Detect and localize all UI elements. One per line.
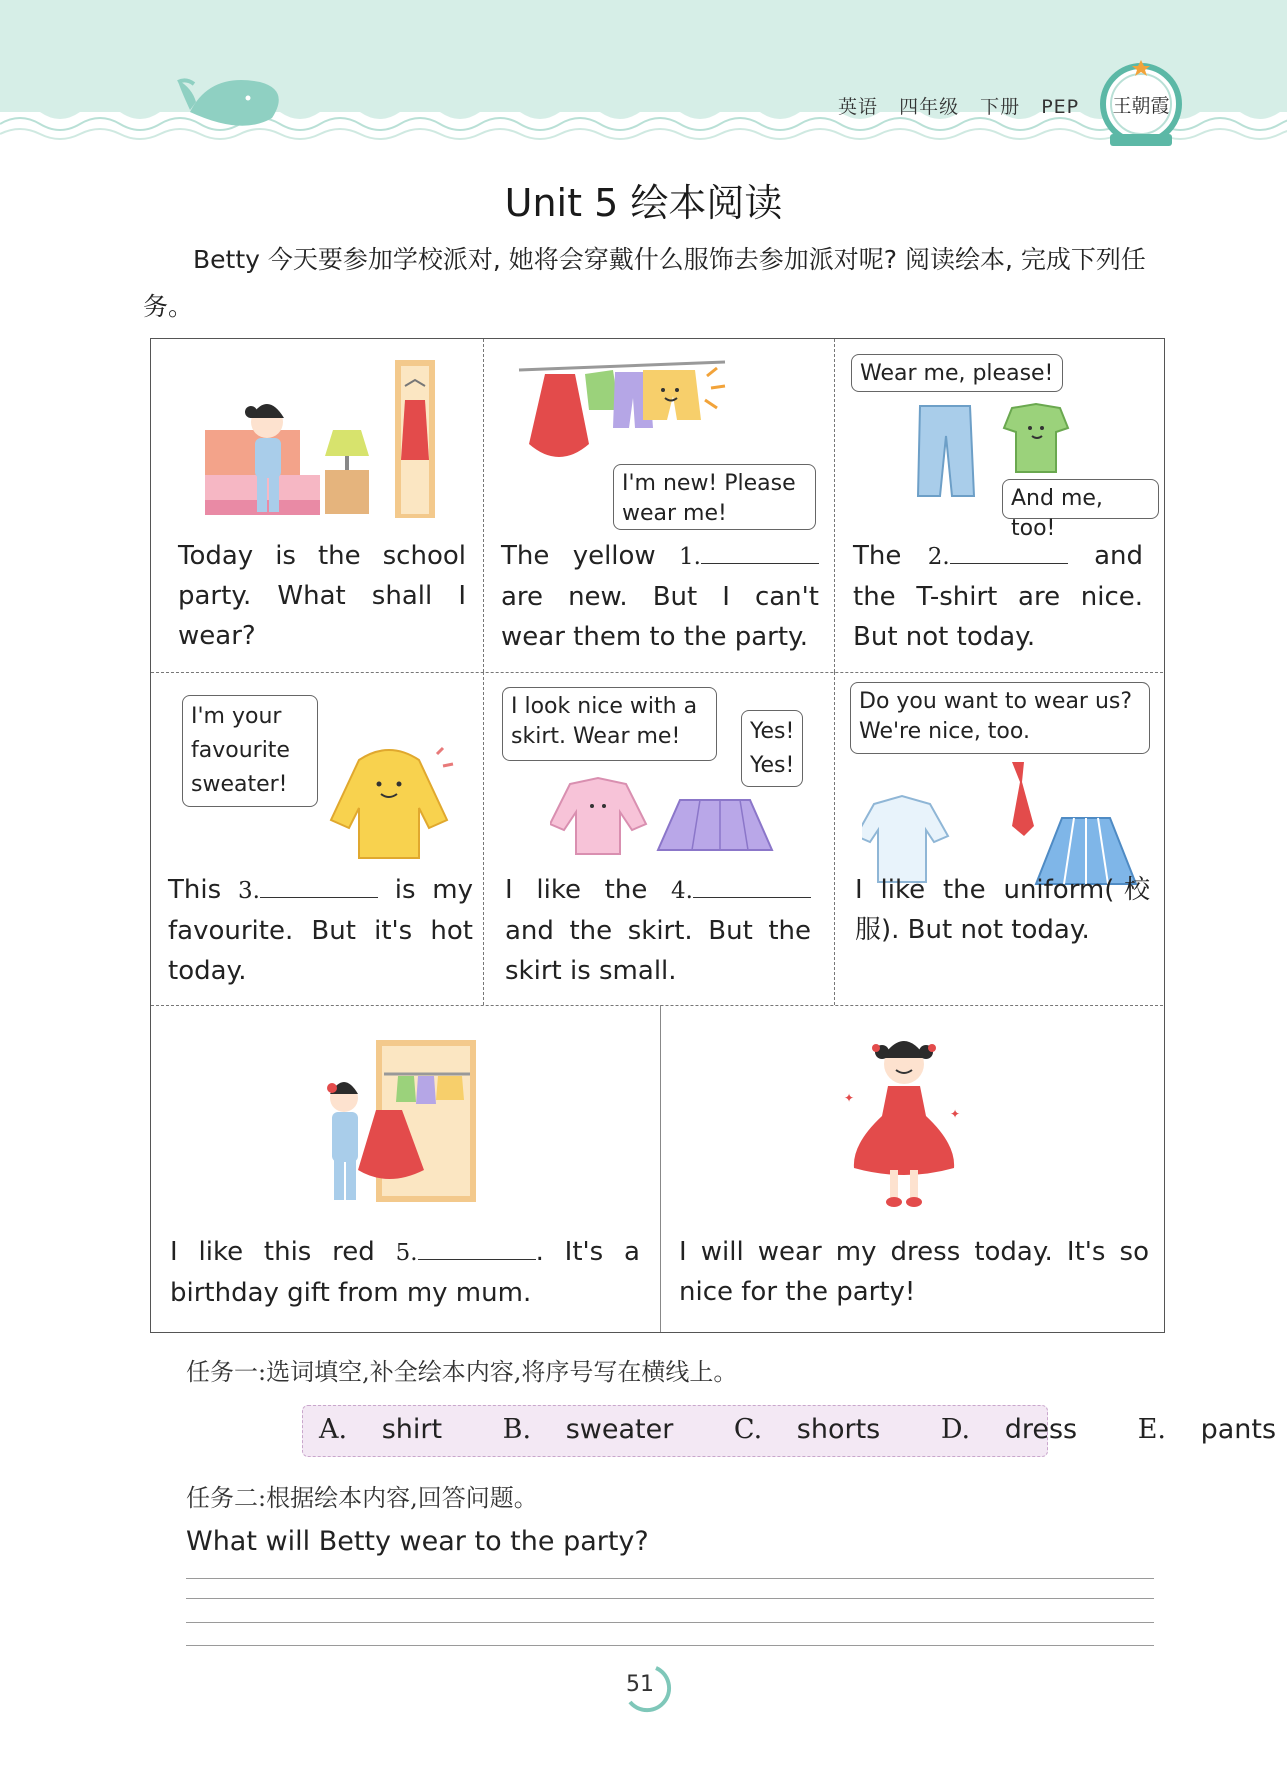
panel-7-caption-before: I like this red — [170, 1237, 375, 1267]
panel-5-caption-before: I like the — [505, 875, 648, 905]
panel-7-caption — [170, 1232, 640, 1313]
page-number: 51 — [626, 1672, 654, 1697]
panel-4-bubble: I'm your favourite sweater! — [182, 695, 318, 807]
svg-text:✦: ✦ — [950, 1107, 961, 1121]
panel-1-illustration — [205, 360, 445, 525]
panel-4-illustration — [325, 740, 455, 865]
blank-1-number: 1. — [679, 544, 701, 570]
panel-2-caption-before: The yellow — [501, 541, 656, 571]
panel-4-caption-after: is my favourite. But it's hot today. — [168, 875, 474, 986]
header-edition: PEP — [1041, 96, 1080, 118]
blank-4[interactable] — [693, 873, 811, 898]
answer-line-1[interactable] — [186, 1578, 1154, 1579]
logo-badge — [1098, 58, 1184, 154]
header-meta — [838, 92, 1093, 119]
logo-text: 王朝霞 — [1112, 95, 1170, 117]
task-2-label: 任务二:根据绘本内容,回答问题。 — [186, 1484, 538, 1512]
blank-2-number: 2. — [927, 544, 950, 570]
panel-3-caption-after: and the T-shirt are nice. But not today. — [853, 541, 1144, 652]
panel-2-caption-after: are new. But I can't wear them to the party. — [501, 582, 819, 652]
blank-3[interactable] — [260, 873, 378, 898]
blank-5-number: 5. — [395, 1240, 418, 1266]
panel-4-caption-before: This — [168, 875, 222, 905]
option-b[interactable]: B. sweater — [502, 1414, 674, 1445]
panel-5-caption — [505, 870, 811, 991]
panel-5-caption-after: and the skirt. But the skirt is small. — [505, 916, 811, 986]
option-d[interactable]: D. dress — [940, 1414, 1078, 1445]
panel-1-caption: Today is the school party. What shall I wear? — [178, 541, 466, 651]
blank-4-number: 4. — [671, 878, 693, 904]
option-c[interactable]: C. shorts — [733, 1414, 881, 1445]
answer-line-4[interactable] — [186, 1645, 1154, 1646]
answer-line-2[interactable] — [186, 1598, 1154, 1599]
intro-text: Betty 今天要参加学校派对, 她将会穿戴什么服饰去参加派对呢? 阅读绘本, 完成下列任务。 — [143, 245, 1146, 321]
panel-3-bubble-2: And me, too! — [1002, 479, 1159, 519]
panel-7-illustration — [318, 1040, 478, 1205]
header-band — [0, 0, 1287, 160]
panel-6-bubble: Do you want to wear us? We're nice, too. — [850, 682, 1150, 754]
panel-2-caption — [501, 536, 819, 657]
header-subject: 英语 — [838, 96, 879, 118]
header-grade: 四年级 — [899, 96, 960, 118]
answer-line-3[interactable] — [186, 1622, 1154, 1623]
svg-text:✦: ✦ — [844, 1091, 855, 1105]
panel-4-caption — [168, 870, 473, 991]
panel-5-bubble-1: I look nice with a skirt. Wear me! — [502, 687, 717, 761]
task-2-question: What will Betty wear to the party? — [186, 1526, 649, 1557]
panel-5-bubble-2: Yes! Yes! — [741, 710, 803, 787]
task-1-label: 任务一:选词填空,补全绘本内容,将序号写在横线上。 — [186, 1358, 738, 1386]
panel-3-caption — [853, 536, 1143, 657]
blank-1[interactable] — [701, 539, 819, 564]
panel-7-caption-after: . It's a birthday gift from my mum. — [170, 1237, 640, 1308]
option-a[interactable]: A. shirt — [319, 1414, 443, 1445]
panel-2-bubble: I'm new! Please wear me! — [613, 464, 816, 530]
page-title: Unit 5 绘本阅读 — [504, 181, 783, 225]
blank-3-number: 3. — [237, 878, 260, 904]
option-e[interactable]: E. pants — [1137, 1414, 1277, 1445]
word-options-box — [302, 1405, 1277, 1457]
panel-8-illustration — [838, 1032, 968, 1212]
blank-5[interactable] — [418, 1235, 536, 1260]
header-volume: 下册 — [980, 96, 1021, 118]
blank-2[interactable] — [950, 539, 1068, 564]
panel-3-bubble-1: Wear me, please! — [851, 354, 1063, 392]
panel-3-caption-before: The — [853, 541, 902, 571]
panel-8-caption: I will wear my dress today. It's so nice for the party! — [679, 1237, 1149, 1307]
panel-6-caption: I like the uniform(校服). But not today. — [855, 875, 1150, 945]
panel-5-illustration — [550, 770, 775, 865]
